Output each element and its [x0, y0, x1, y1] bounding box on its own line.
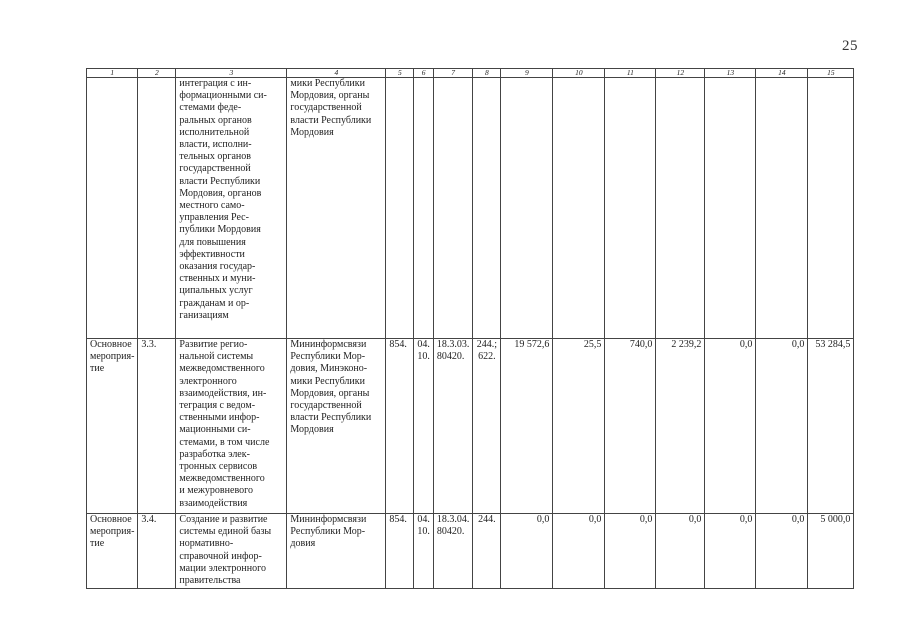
cell-rzpr: 04. 10. [414, 339, 434, 514]
cell-executor: мики Республики Мордовия, органы государственной власти Республики Мордовия [287, 78, 386, 339]
cell-csr: 18.3.03. 80420. [433, 339, 473, 514]
cell-value [756, 78, 808, 339]
column-number: 7 [433, 69, 473, 78]
cell-value [553, 78, 605, 339]
cell-rzpr: 04. 10. [414, 514, 434, 589]
cell-value [808, 78, 854, 339]
cell-vr: 244.; 622. [473, 339, 501, 514]
column-number: 8 [473, 69, 501, 78]
cell-grbs: 854. [386, 514, 414, 589]
cell-value: 19 572,6 [501, 339, 553, 514]
cell-value: 5 000,0 [808, 514, 854, 589]
column-number: 10 [553, 69, 605, 78]
column-number: 9 [501, 69, 553, 78]
cell-value: 25,5 [553, 339, 605, 514]
cell-code [138, 78, 176, 339]
cell-value: 0,0 [553, 514, 605, 589]
cell-name: интеграция с ин- формационными си- стемами феде- ральных органов исполнительной власти, исполни- тельных органов государственной власти Республики Мордовия, органов местного само- управления Рес- публики Мордовия для повышения эффективности оказания государ- ственных и муни- ципальных услуг гражданам и ор- ганизациям [176, 78, 287, 339]
cell-csr: 18.3.04. 80420. [433, 514, 473, 589]
column-number: 14 [756, 69, 808, 78]
cell-csr [433, 78, 473, 339]
column-number: 3 [176, 69, 287, 78]
cell-rzpr [414, 78, 434, 339]
column-number-row [87, 69, 854, 78]
cell-type [87, 78, 138, 339]
cell-executor: Мининформсвязи Республики Мор- довия [287, 514, 386, 589]
table-row [87, 78, 854, 339]
cell-grbs: 854. [386, 339, 414, 514]
cell-name: Создание и развитие системы единой базы нормативно- справочной инфор- мации электронного правительства [176, 514, 287, 589]
cell-vr: 244. [473, 514, 501, 589]
cell-code: 3.3. [138, 339, 176, 514]
cell-value [656, 78, 705, 339]
cell-value: 2 239,2 [656, 339, 705, 514]
cell-value: 0,0 [656, 514, 705, 589]
cell-value [605, 78, 656, 339]
column-number: 15 [808, 69, 854, 78]
cell-executor: Мининформсвязи Республики Мор- довия, Минэконо- мики Республики Мордовия, органы государственной власти Республики Мордовия [287, 339, 386, 514]
column-number: 1 [87, 69, 138, 78]
cell-value: 0,0 [501, 514, 553, 589]
table-row [87, 339, 854, 514]
column-number: 13 [705, 69, 756, 78]
cell-grbs [386, 78, 414, 339]
cell-value [501, 78, 553, 339]
page-number: 25 [842, 38, 858, 54]
cell-value [705, 78, 756, 339]
cell-value: 0,0 [756, 339, 808, 514]
cell-value: 0,0 [605, 514, 656, 589]
cell-value: 0,0 [705, 514, 756, 589]
cell-value: 0,0 [756, 514, 808, 589]
column-number: 6 [414, 69, 434, 78]
column-number: 4 [287, 69, 386, 78]
cell-type: Основное мероприя- тие [87, 514, 138, 589]
budget-table [86, 68, 854, 589]
column-number: 2 [138, 69, 176, 78]
cell-value: 740,0 [605, 339, 656, 514]
column-number: 5 [386, 69, 414, 78]
column-number: 12 [656, 69, 705, 78]
cell-name: Развитие регио- нальной системы межведомственного электронного взаимодействия, ин- теграция с ведом- ственными инфор- мационными си- стемами, в том числе разработка элек- тронных сервисов межведомственного и межуровневого взаимодействия [176, 339, 287, 514]
table-row [87, 514, 854, 589]
cell-value: 53 284,5 [808, 339, 854, 514]
cell-value: 0,0 [705, 339, 756, 514]
column-number: 11 [605, 69, 656, 78]
cell-code: 3.4. [138, 514, 176, 589]
cell-type: Основное мероприя- тие [87, 339, 138, 514]
cell-vr [473, 78, 501, 339]
